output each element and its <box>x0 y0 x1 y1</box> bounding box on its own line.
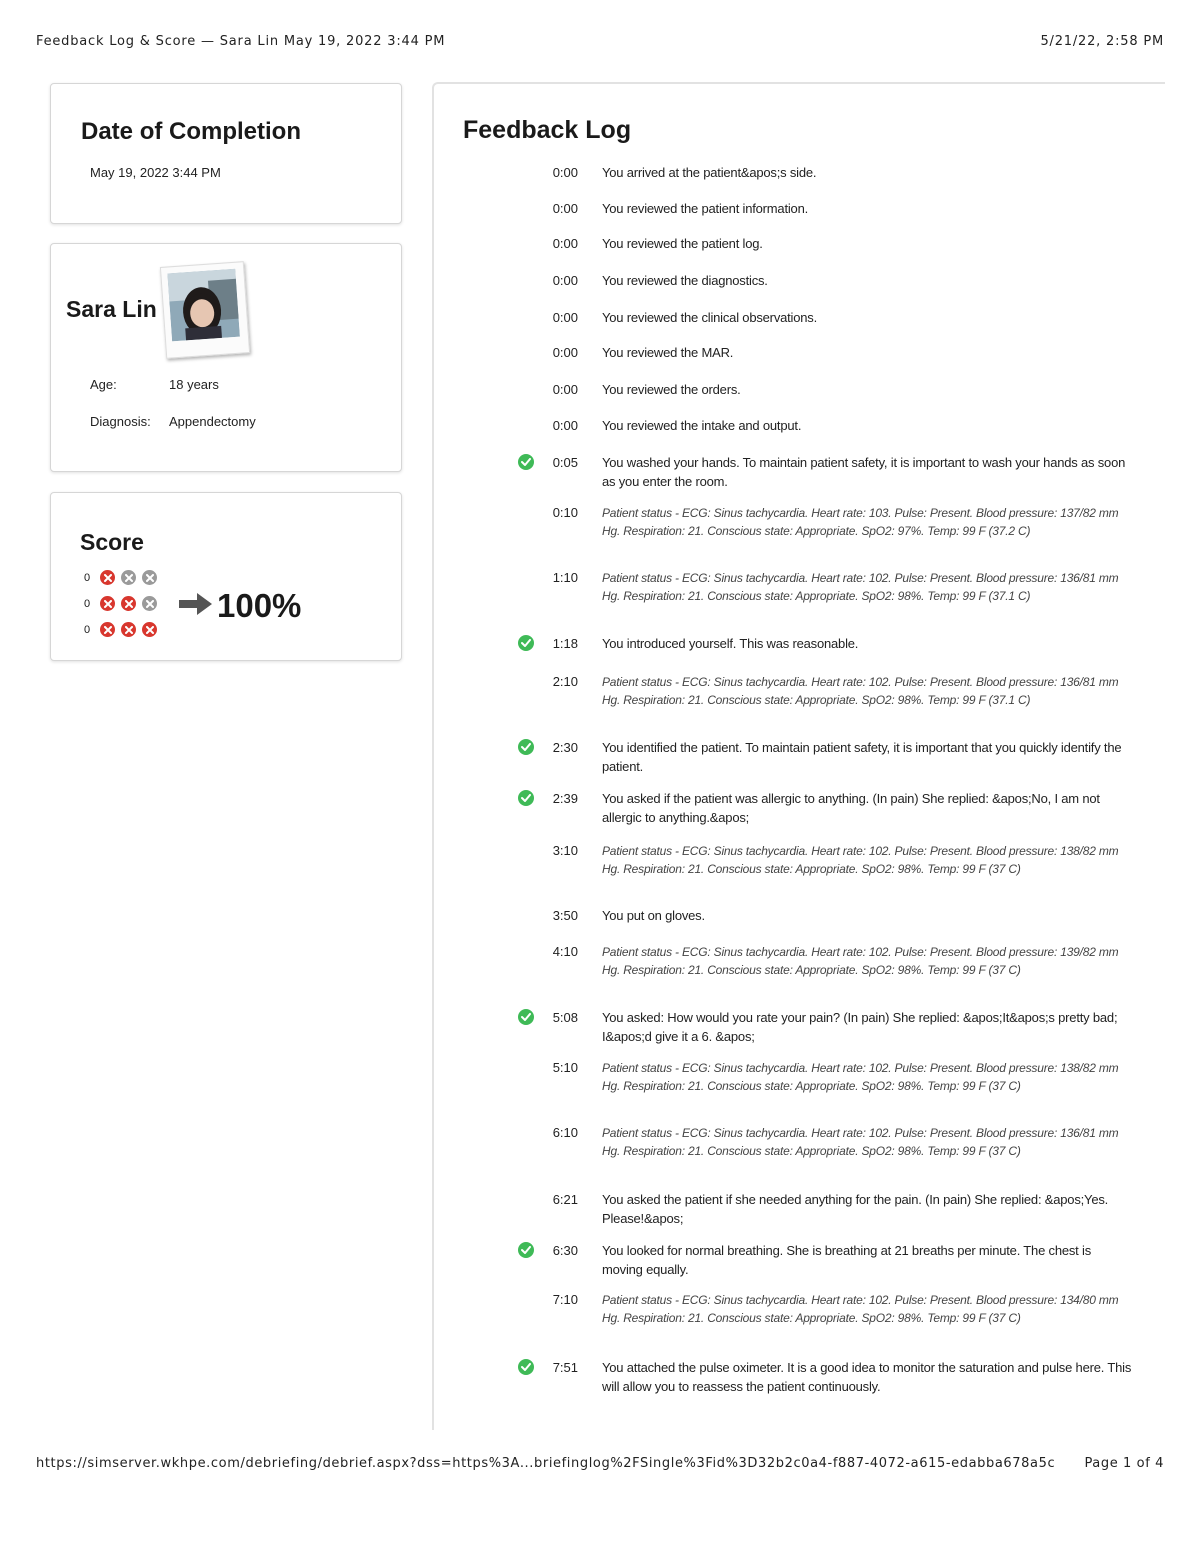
log-entry-text: You reviewed the patient log. <box>602 236 763 251</box>
log-entry-time: 2:30 <box>552 740 578 755</box>
log-entry-time: 5:10 <box>552 1060 578 1075</box>
log-entry-text: You introduced yourself. This was reasonable. <box>602 636 859 651</box>
x-circle-gray-icon <box>142 570 157 585</box>
log-entry-time: 0:00 <box>552 418 578 433</box>
log-entry-time: 2:10 <box>552 674 578 689</box>
log-entry-text: You asked the patient if she needed anything for the pain. (In pain) She replied: &apos;Yes. Please!&apos; <box>602 1192 1109 1226</box>
log-entry-time: 0:00 <box>552 165 578 180</box>
log-entry-time: 1:10 <box>552 570 578 585</box>
diagnosis-label: Diagnosis: <box>90 414 151 429</box>
patient-name: Sara Lin <box>66 296 157 322</box>
diagnosis-value: Appendectomy <box>169 414 256 429</box>
log-entry-time: 0:05 <box>552 455 578 470</box>
score-row-count: 0 <box>84 597 91 610</box>
check-circle-icon <box>518 454 534 470</box>
log-entry-text: You asked: How would you rate your pain? (In pain) She replied: &apos;It&apos;s pretty bad; I&apos;d give it a 6. &apos; <box>602 1010 1118 1044</box>
log-entry-time: 6:10 <box>552 1125 578 1140</box>
log-entry-status-text: Patient status - ECG: Sinus tachycardia. Heart rate: 102. Pulse: Present. Blood pressure: 138/82 mm Hg. Respiration: 21. Conscious state: Appropriate. SpO2: 98%. Temp: 99 F (37 C) <box>602 844 1119 876</box>
score-row <box>84 621 163 639</box>
log-entry-time: 0:00 <box>552 273 578 288</box>
print-header-title: Feedback Log & Score — Sara Lin May 19, 2022 3:44 PM <box>36 34 446 49</box>
log-entry-time: 0:00 <box>552 201 578 216</box>
log-entry-time: 2:39 <box>552 791 578 806</box>
age-label: Age: <box>90 377 117 392</box>
log-entry-time: 0:00 <box>552 345 578 360</box>
print-footer-url: https://simserver.wkhpe.com/debriefing/debrief.aspx?dss=https%3A...briefinglog%2FSingle%3Fid%3D32b2c0a4-f887-4072-a615-edabba678a5c <box>36 1456 1056 1471</box>
arrow-right-icon <box>179 593 213 615</box>
log-entry-status-text: Patient status - ECG: Sinus tachycardia. Heart rate: 102. Pulse: Present. Blood pressure: 136/81 mm Hg. Respiration: 21. Conscious state: Appropriate. SpO2: 98%. Temp: 99 F (37 C) <box>602 1126 1119 1158</box>
log-entry-text: You reviewed the intake and output. <box>602 418 802 433</box>
completion-title: Date of Completion <box>81 118 301 145</box>
x-circle-gray-icon <box>142 596 157 611</box>
check-circle-icon <box>518 790 534 806</box>
log-entry-text: You attached the pulse oximeter. It is a good idea to monitor the saturation and pulse here. This will allow you to reassess the patient continuously. <box>602 1360 1132 1394</box>
log-entry-status-text: Patient status - ECG: Sinus tachycardia. Heart rate: 102. Pulse: Present. Blood pressure: 134/80 mm Hg. Respiration: 21. Conscious state: Appropriate. SpO2: 98%. Temp: 99 F (37 C) <box>602 1293 1119 1325</box>
log-entry-time: 6:30 <box>552 1243 578 1258</box>
x-circle-red-icon <box>142 622 157 637</box>
log-entry-text: You reviewed the MAR. <box>602 345 734 360</box>
log-entry-status-text: Patient status - ECG: Sinus tachycardia. Heart rate: 102. Pulse: Present. Blood pressure: 138/82 mm Hg. Respiration: 21. Conscious state: Appropriate. SpO2: 98%. Temp: 99 F (37 C) <box>602 1061 1119 1093</box>
log-entry-time: 0:00 <box>552 382 578 397</box>
check-circle-icon <box>518 635 534 651</box>
x-circle-red-icon <box>121 622 136 637</box>
check-circle-icon <box>518 1242 534 1258</box>
log-entry-time: 4:10 <box>552 944 578 959</box>
print-header-date: 5/21/22, 2:58 PM <box>1040 34 1164 49</box>
check-circle-icon <box>518 1359 534 1375</box>
log-entry-status-text: Patient status - ECG: Sinus tachycardia. Heart rate: 102. Pulse: Present. Blood pressure: 136/81 mm Hg. Respiration: 21. Conscious state: Appropriate. SpO2: 98%. Temp: 99 F (37.1 C) <box>602 571 1119 603</box>
x-circle-gray-icon <box>121 570 136 585</box>
patient-photo <box>160 261 250 359</box>
print-footer-page: Page 1 of 4 <box>1084 1456 1164 1471</box>
x-circle-red-icon <box>121 596 136 611</box>
score-row <box>84 569 163 587</box>
log-entry-time: 7:51 <box>552 1360 578 1375</box>
score-row <box>84 595 163 613</box>
log-entry-text: You reviewed the patient information. <box>602 201 809 216</box>
log-entry-status-text: Patient status - ECG: Sinus tachycardia. Heart rate: 103. Pulse: Present. Blood pressure: 137/82 mm Hg. Respiration: 21. Conscious state: Appropriate. SpO2: 97%. Temp: 99 F (37.2 C) <box>602 506 1119 538</box>
patient-card <box>50 243 402 472</box>
log-entry-time: 3:10 <box>552 843 578 858</box>
log-entry-time: 1:18 <box>552 636 578 651</box>
score-card <box>50 492 402 661</box>
log-entry-time: 7:10 <box>552 1292 578 1307</box>
score-title: Score <box>80 529 144 555</box>
log-entry-status-text: Patient status - ECG: Sinus tachycardia. Heart rate: 102. Pulse: Present. Blood pressure: 139/82 mm Hg. Respiration: 21. Conscious state: Appropriate. SpO2: 98%. Temp: 99 F (37 C) <box>602 945 1119 977</box>
log-entry-time: 0:10 <box>552 505 578 520</box>
score-percent: 100% <box>217 587 302 624</box>
log-entry-text: You arrived at the patient&apos;s side. <box>602 165 817 180</box>
x-circle-red-icon <box>100 570 115 585</box>
log-entry-text: You reviewed the orders. <box>602 382 741 397</box>
log-entry-time: 5:08 <box>552 1010 578 1025</box>
log-entry-time: 6:21 <box>552 1192 578 1207</box>
score-row-count: 0 <box>84 623 91 636</box>
log-entry-time: 0:00 <box>552 236 578 251</box>
log-entry-text: You asked if the patient was allergic to anything. (In pain) She replied: &apos;No, I am not allergic to anything.&apos; <box>602 791 1100 825</box>
completion-date: May 19, 2022 3:44 PM <box>90 165 221 180</box>
log-entry-time: 0:00 <box>552 310 578 325</box>
score-row-count: 0 <box>84 571 91 584</box>
check-circle-icon <box>518 739 534 755</box>
check-circle-icon <box>518 1009 534 1025</box>
log-entry-time: 3:50 <box>552 908 578 923</box>
log-entry-text: You reviewed the diagnostics. <box>602 273 768 288</box>
log-entry-text: You put on gloves. <box>602 908 705 923</box>
feedback-log-title: Feedback Log <box>463 116 632 144</box>
log-entry-text: You washed your hands. To maintain patient safety, it is important to wash your hands as soon as you enter the room. <box>602 455 1126 489</box>
log-entry-text: You identified the patient. To maintain patient safety, it is important that you quickly identify the patient. <box>602 740 1122 774</box>
patient-portrait-image <box>167 269 240 342</box>
completion-card <box>50 83 402 224</box>
x-circle-red-icon <box>100 596 115 611</box>
log-entry-status-text: Patient status - ECG: Sinus tachycardia. Heart rate: 102. Pulse: Present. Blood pressure: 136/81 mm Hg. Respiration: 21. Conscious state: Appropriate. SpO2: 98%. Temp: 99 F (37.1 C) <box>602 675 1119 707</box>
log-entry-text: You reviewed the clinical observations. <box>602 310 818 325</box>
age-value: 18 years <box>169 377 219 392</box>
x-circle-red-icon <box>100 622 115 637</box>
log-entry-text: You looked for normal breathing. She is breathing at 21 breaths per minute. The chest is moving equally. <box>602 1243 1091 1277</box>
